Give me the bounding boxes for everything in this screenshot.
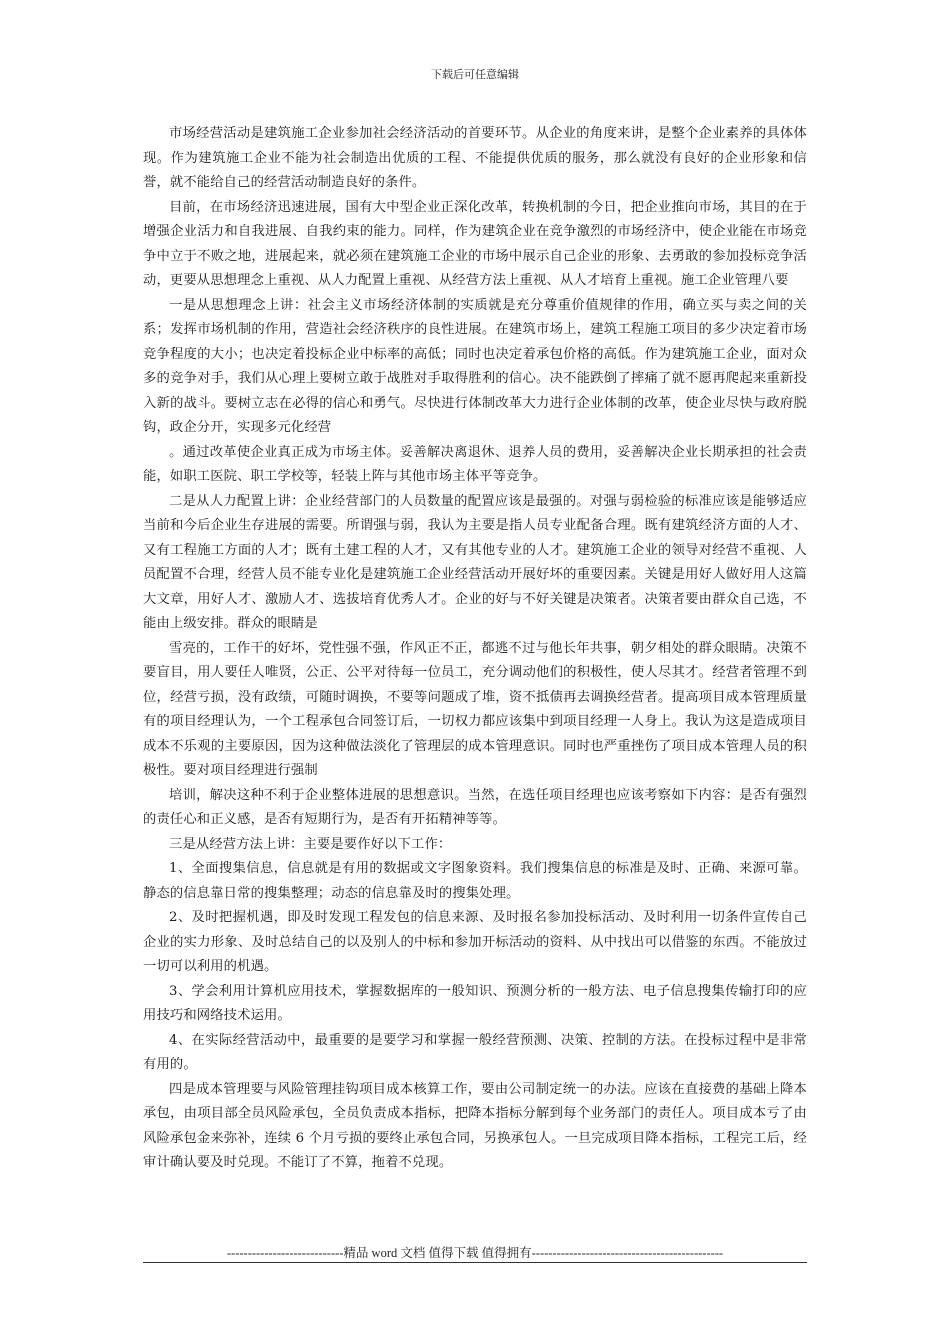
paragraph: 1、全面搜集信息，信息就是有用的数据或文字图象资料。我们搜集信息的标准是及时、正确、来源可靠。静态的信息靠日常的搜集整理；动态的信息靠及时的搜集处理。 [143,861,807,901]
paragraph: 3、学会利用计算机应用技术，掌握数据库的一般知识、预测分析的一般方法、电子信息搜集传输打印的应用技巧和网络技术运用。 [143,983,807,1023]
document-body [143,122,807,1176]
page-header-note: 下载后可任意编辑 [431,68,519,81]
paragraph: 一是从思想理念上讲：社会主义市场经济体制的实质就是充分尊重价值规律的作用，确立买与卖之间的关系；发挥市场机制的作用，营造社会经济秩序的良性进展。在建筑市场上，建筑工程施工项目的多少决定着市场竞争程度的大小；也决定着投标企业中标率的高低；同时也决定着承包价格的高低。作为建筑施工企业，面对众多的竞争对手，我们从心理上要树立敢于战胜对手取得胜利的信心。决不能跌倒了摔痛了就不愿再爬起来重新投入新的战斗。要树立志在必得的信心和勇气。尽快进行体制改革大力进行企业体制的改革，使企业尽快与政府脱钩，政企分开，实现多元化经营 [143,297,807,435]
paragraph: 培训，解决这种不利于企业整体进展的思想意识。当然，在选任项目经理也应该考察如下内容：是否有强烈的责任心和正义感，是否有短期行为，是否有开拓精神等等。 [143,787,807,827]
paragraph: 4、在实际经营活动中，最重要的是要学习和掌握一般经营预测、决策、控制的方法。在投标过程中是非常有用的。 [143,1032,807,1072]
paragraph: 三是从经营方法上讲：主要是要作好以下工作： [169,836,452,852]
page-footer-text: ----------------------------精品 word 文档 值得下载 值得拥有---------------------------------------------- [226,1246,724,1260]
paragraph: 。通过改革使企业真正成为市场主体。妥善解决离退休、退养人员的费用，妥善解决企业长期承担的社会责能，如职工医院、职工学校等，轻装上阵与其他市场主体平等竞争。 [143,444,807,484]
paragraph: 市场经营活动是建筑施工企业参加社会经济活动的首要环节。从企业的角度来讲，是整个企业素养的具体体现。作为建筑施工企业不能为社会制造出优质的工程、不能提供优质的服务，那么就没有良好的企业形象和信誉，就不能给自己的经营活动制造良好的条件。 [143,126,807,190]
paragraph: 2、及时把握机遇，即及时发现工程发包的信息来源、及时报名参加投标活动、及时利用一切条件宣传自己企业的实力形象、及时总结自己的以及别人的中标和参加开标活动的资料、从中找出可以借鉴的东西。不能放过一切可以利用的机遇。 [143,910,807,974]
paragraph: 雪亮的，工作干的好坏，党性强不强，作风正不正，都逃不过与他长年共事，朝夕相处的群众眼睛。决策不要盲目，用人要任人唯贤，公正、公平对待每一位员工，充分调动他们的积极性，使人尽其才。经营者管理不到位，经营亏损，没有政绩，可随时调换，不要等问题成了堆，资不抵债再去调换经营者。提高项目成本管理质量有的项目经理认为，一个工程承包合同签订后，一切权力都应该集中到项目经理一人身上。我认为这是造成项目成本不乐观的主要原因，因为这种做法淡化了管理层的成本管理意识。同时也严重挫伤了项目成本管理人员的积极性。要对项目经理进行强制 [143,640,807,778]
paragraph: 目前，在市场经济迅速进展，国有大中型企业正深化改革，转换机制的今日，把企业推向市场，其目的在于增强企业活力和自我进展、自我约束的能力。同样，作为建筑企业在竞争激烈的市场经济中，使企业能在市场竞争中立于不败之地，进展起来，就必须在建筑施工企业的市场中展示自己企业的形象、去勇敢的参加投标竞争活动，更要从思想理念上重视、从人力配置上重视、从经营方法上重视、从人才培育上重视。施工企业管理八要 [143,199,807,288]
footer-divider [143,1262,807,1263]
paragraph: 四是成本管理要与风险管理挂钩项目成本核算工作，要由公司制定统一的办法。应该在直接费的基础上降本承包，由项目部全员风险承包，全员负责成本指标，把降本指标分解到每个业务部门的责任人。项目成本亏了由风险承包金来弥补，连续 6 个月亏损的要终止承包合同，另换承包人。一旦完成项目降本指标，工程完工后，经审计确认要及时兑现。不能订了不算，拖着不兑现。 [143,1081,807,1170]
paragraph: 二是从人力配置上讲：企业经营部门的人员数量的配置应该是最强的。对强与弱检验的标准应该是能够适应当前和今后企业生存进展的需要。所谓强与弱，我认为主要是指人员专业配备合理。既有建筑经济方面的人才、又有工程施工方面的人才；既有土建工程的人才，又有其他专业的人才。建筑施工企业的领导对经营不重视、人员配置不合理，经营人员不能专业化是建筑施工企业经营活动开展好坏的重要因素。关键是用好人做好用人这篇大文章，用好人才、激励人才、选拔培育优秀人才。企业的好与不好关键是决策者。决策者要由群众自己选，不能由上级安排。群众的眼睛是 [143,493,807,631]
